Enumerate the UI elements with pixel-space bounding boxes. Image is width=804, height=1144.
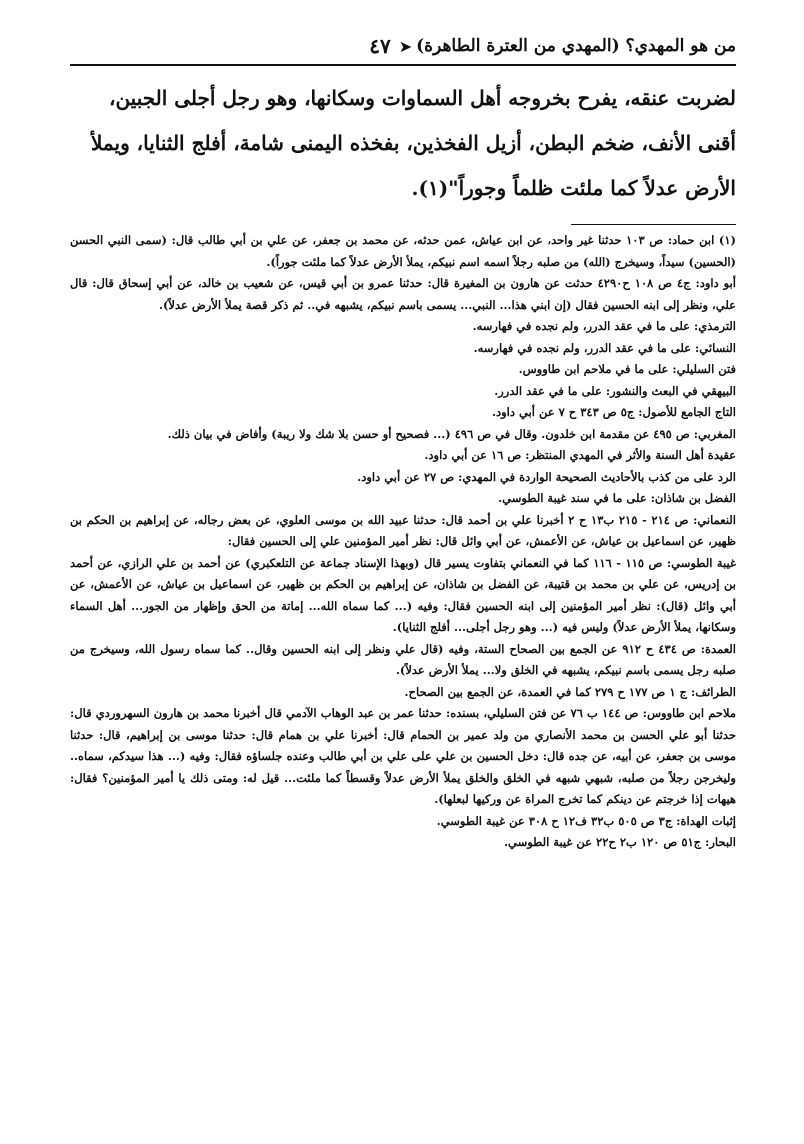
footnote-paragraph: أبو داود: ج٤ ص ١٠٨ ح٤٢٩٠ حدثت عن هارون بن المغيرة قال: حدثنا عمرو بن أبي قيس، عن شعيب بن خالد، عن أبي إسحاق قال: قال علي، ونظر إلى ابنه الحسين فقال (إن ابني هذا... النبي... يسمى باسم نبيكم، يشبهه في.. ثم ذكر قصة يملأ الأرض عدلاً). [70,276,736,312]
footnote-paragraph: (١) ابن حماد: ص ١٠٣ حدثنا غير واحد، عن ابن عياش، عمن حدثه، عن محمد بن جعفر، عن علي بن أبي طالب قال: (سمى النبي الحسن (الحسين) سيداً، وسيخرج (الله) من صلبه رجلاً اسمه اسم نبيكم، يملأ الأرض عدلاً كما ملئت جوراً). [70,233,736,269]
footnote-paragraph: البيهقي في البعث والنشور: على ما في عقد الدرر. [494,383,736,398]
footnote-paragraph: البحار: ج٥١ ص ١٢٠ ب٢ ح٢٢ عن غيبة الطوسي. [503,835,736,849]
footnote-paragraph: النعماني: ص ٢١٤ - ٢١٥ ب١٣ ح ٢ أخبرنا علي بن أحمد قال: حدثنا عبيد الله بن موسى العلوي، عن بعض رجاله، عن إبراهيم بن الحكم بن ظهير، عن اسماعيل بن عياش، عن الأعمش، عن أبي وائل قال: نظر أمير المؤمنين علي إلى الحسين فقال: [70,512,736,548]
footnote-separator [571,224,736,225]
main-text [70,76,736,211]
footnote-paragraph: التاج الجامع للأصول: ج٥ ص ٣٤٣ ح ٧ عن أبي داود. [492,405,736,419]
footnote-paragraph: المغربي: ص ٤٩٥ عن مقدمة ابن خلدون. وقال في ص ٤٩٦ (... فصحيح أو حسن بلا شك ولا ريبة) وأفاض في بيان ذلك. [167,426,736,441]
main-text-line: الأرض عدلاً كما ملئت ظلماً وجوراً"(١). [411,176,736,200]
footnote-paragraph: العمدة: ص ٤٣٤ ح ٩١٢ عن الجمع بين الصحاح الستة، وفيه (قال علي ونظر إلى ابنه الحسين وقال.. كما سماه رسول الله، وسيخرج من صلبه رجل يسمى باسم نبيكم، يشبهه في الخلق ولا... يملأ الأرض عدلاً). [70,641,736,677]
footnote-paragraph: الرد على من كذب بالأحاديث الصحيحة الواردة في المهدي: ص ٢٧ عن أبي داود. [357,469,736,484]
footnote-paragraph: غيبة الطوسي: ص ١١٥ - ١١٦ كما في النعماني بتفاوت يسير قال (وبهذا الإسناد جماعة عن التلعكبري) عن أحمد بن علي الرازي، عن أحمد بن إدريس، عن علي بن محمد بن قتيبة، عن الفضل بن شاذان، عن إبراهيم بن الحكم بن ظهير، عن اسماعيل بن عياش، عن الأعمش، عن أبي وائل (قال): نظر أمير المؤمنين إلى ابنه الحسين فقال: وفيه (... كما سماه الله... إماتة من الحق وإظهار من الجور... أهل السماء وسكانها، يملأ الأرض عدلاً) وليس فيه (... وهو رجل أجلى... أفلج الثنايا). [70,555,737,634]
page-marker-icon: ➤ [398,36,413,56]
header-title: من هو المهدي؟ (المهدي من العترة الطاهرة) [416,36,736,56]
running-header [70,28,736,66]
footnote-paragraph: الطرائف: ج ١ ص ١٧٧ ح ٢٧٩ كما في العمدة، عن الجمع بين الصحاح. [404,684,736,699]
page-number: ٤٧ [369,34,391,58]
footnote-paragraph: الترمذي: على ما في عقد الدرر، ولم نجده في فهارسه. [472,319,736,333]
footnote-paragraph: إثبات الهداة: ج٣ ص ٥٠٥ ب٣٢ ف١٢ ح ٣٠٨ عن غيبة الطوسي. [436,813,736,828]
footnote-paragraph: عقيدة أهل السنة والأثر في المهدي المنتظر: ص ١٦ عن أبي داود. [424,448,736,462]
footnote-paragraph: ملاحم ابن طاووس: ص ١٤٤ ب ٧٦ عن فتن السليلي، بسنده: حدثنا عمر بن عبد الوهاب الآدمي قال أخبرنا محمد بن هارون السهروردي قال: حدثنا أبو علي الحسن بن محمد الأنصاري من ولد عمير بن الحمام قال: أخبرنا علي بن همام قال: حدثنا موسى بن إبراهيم، قال: حدثنا موسى بن جعفر، عن أبيه، عن جده قال: دخل الحسين بن علي على علي بن أبي طالب وعنده جلساؤه فقال: وفيه (... هذا سيدكم، سماه.. وليخرجن رجلاً من صلبه، شبهي شبهه في الخلق والخلق يملأ الأرض عدلاً وقسطاً كما ملئت... قيل له: ومتى ذلك يا أمير المؤمنين؟ فقال: هيهات إذا خرجتم عن دينكم كما تخرج المراة عن وركيها لبعلها). [70,706,736,806]
footnote-paragraph: النسائي: على ما في عقد الدرر، ولم نجده في فهارسه. [473,340,736,355]
footnotes [70,230,736,854]
main-text-line: لضربت عنقه، يفرح بخروجه أهل السماوات وسكانها، وهو رجل أجلى الجبين، [108,86,736,110]
footnote-paragraph: فتن السليلي: على ما في ملاحم ابن طاووس. [518,362,736,376]
footnote-paragraph: الفضل بن شاذان: على ما في سند غيبة الطوسي. [498,491,736,505]
main-text-line: أقنى الأنف، ضخم البطن، أزيل الفخذين، بفخذه اليمنى شامة، أفلج الثنايا، ويملأ [91,131,736,155]
